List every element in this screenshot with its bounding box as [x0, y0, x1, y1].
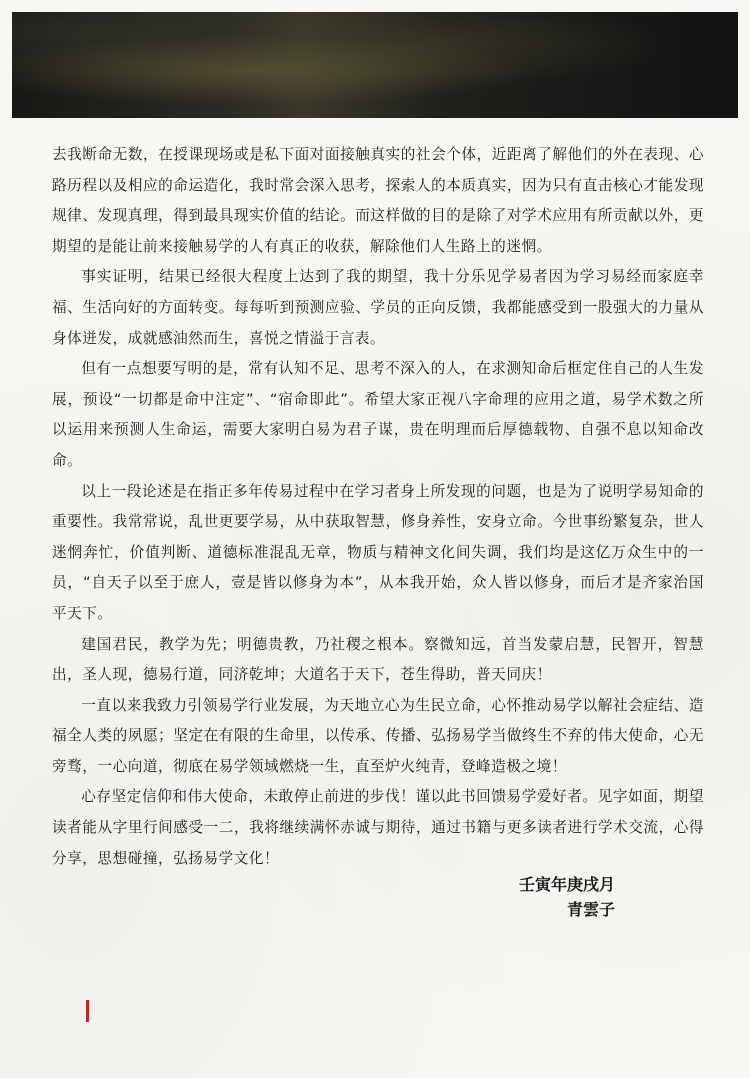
signature-date: 壬寅年庚戌月	[518, 875, 615, 894]
paragraph-6: 一直以来我致力引领易学行业发展，为天地立心为生民立命，心怀推动易学以解社会症结、造福全人类的夙愿；坚定在有限的生命里，以传承、传播、弘扬易学当做终生不弃的伟大使命，心无旁骛，一心向道，彻底在易学领域燃烧一生，直至炉火纯青，登峰造极之境！	[52, 696, 704, 775]
signature-author: 青雲子	[566, 900, 615, 919]
paragraph-3: 但有一点想要写明的是，常有认知不足、思考不深入的人，在求测知命后框定住自己的人生发展，预设“一切都是命中注定”、“宿命即此”。希望大家正视八字命理的应用之道，易学术数之所以运用来预测人生命运，需要大家明白易为君子谋，贵在明理而后厚德载物、自强不息以知命改命。	[52, 360, 704, 469]
paragraph-2: 事实证明，结果已经很大程度上达到了我的期望，我十分乐见学易者因为学习易经而家庭幸福、生活向好的方面转变。每每听到预测应验、学员的正向反馈，我都能感受到一股强大的力量从身体迸发，成就感油然而生，喜悦之情溢于言表。	[52, 268, 704, 347]
preface-body	[52, 140, 704, 874]
page-edge-mark	[86, 1000, 89, 1022]
paragraph-5: 建国君民，教学为先；明德贵教，乃社稷之根本。察微知远，首当发蒙启慧，民智开，智慧出，圣人现，德易行道，同济乾坤；大道名于天下，苍生得助，普天同庆！	[52, 635, 704, 684]
paragraph-4: 以上一段论述是在指正多年传易过程中在学习者身上所发现的问题，也是为了说明学易知命的重要性。我常常说，乱世更要学易，从中获取智慧，修身养性，安身立命。今世事纷繁复杂，世人迷惘奔忙，价值判断、道德标准混乱无章，物质与精神文化间失调，我们均是这亿万众生中的一员，“自天子以至于庶人，壹是皆以修身为本”，从本我开始，众人皆以修身，而后才是齐家治国平天下。	[52, 482, 704, 622]
header-banner-image	[12, 12, 738, 118]
paragraph-7: 心存坚定信仰和伟大使命，未敢停止前进的步伐！谨以此书回馈易学爱好者。见字如面，期望读者能从字里行间感受一二，我将继续满怀赤诚与期待，通过书籍与更多读者进行学术交流，心得分享，思想碰撞，弘扬易学文化！	[52, 788, 704, 867]
signature-block	[519, 872, 615, 922]
paragraph-1: 去我断命无数，在授课现场或是私下面对面接触真实的社会个体，近距离了解他们的外在表现、心路历程以及相应的命运造化，我时常会深入思考，探索人的本质真实，因为只有直击核心才能发现规律、发现真理，得到最具现实价值的结论。而这样做的目的是除了对学术应用有所贡献以外，更期望的是能让前来接触易学的人有真正的收获，解除他们人生路上的迷惘。	[52, 146, 704, 255]
